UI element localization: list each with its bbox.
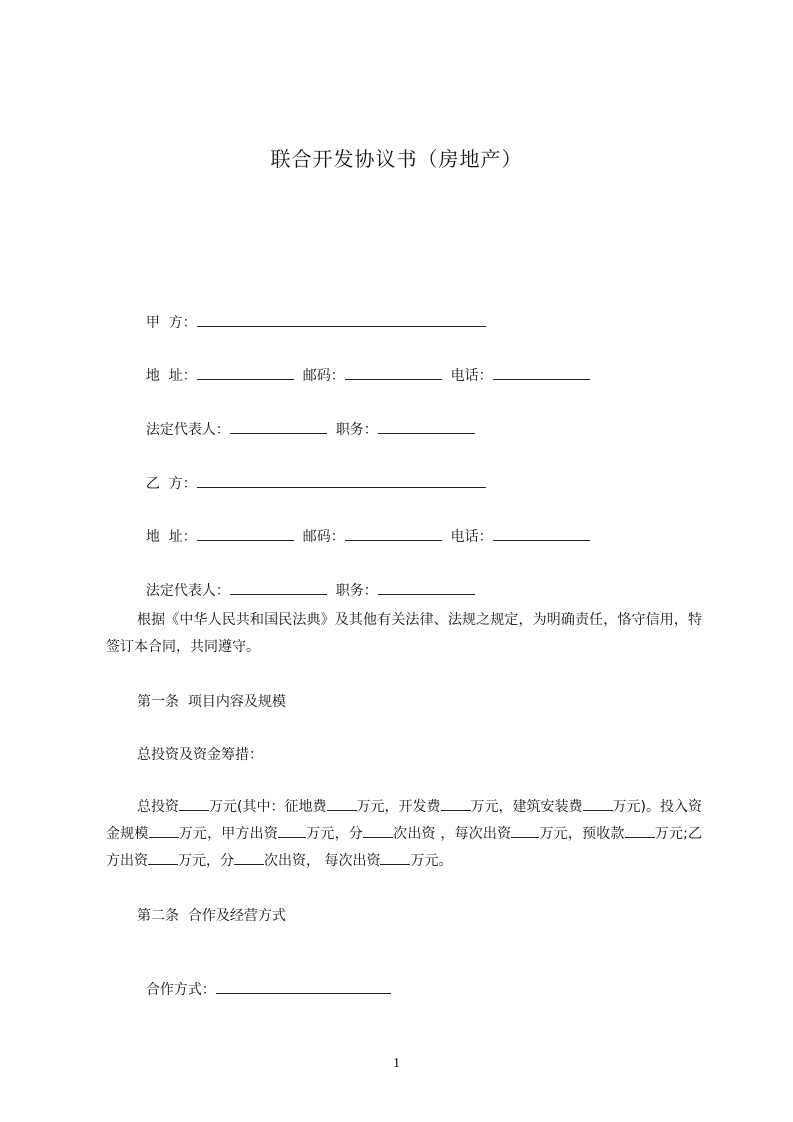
text-segment: 万元，预收款 <box>539 826 625 842</box>
cooperation-method-label: 合作方式： <box>145 982 216 998</box>
party-a-rep-label: 法定代表人： <box>145 422 230 438</box>
text-segment: 万元，分 <box>178 853 234 869</box>
article1-subheading: 总投资及资金筹措： <box>137 747 263 763</box>
text-segment: 万元，分 <box>306 826 363 842</box>
text-segment: 万元，建筑安装费 <box>470 799 583 815</box>
text-segment: 万元)。投入资金规模 <box>106 799 703 842</box>
party-b-rep-line <box>137 560 475 601</box>
party-b-address-blank[interactable] <box>197 526 294 541</box>
party-a-line <box>137 292 486 333</box>
party-b-rep-blank[interactable] <box>230 580 327 595</box>
party-a-rep-blank[interactable] <box>230 419 327 434</box>
party-b-position-label: 职务： <box>335 583 378 599</box>
text-segment: 万元(其中：征地费 <box>209 799 327 815</box>
article2-heading: 第二条 合作及经营方式 <box>137 908 286 924</box>
party-b-postcode-blank[interactable] <box>345 526 442 541</box>
party-b-phone-label: 电话： <box>450 529 493 545</box>
party-a-postcode-blank[interactable] <box>345 365 442 380</box>
text-segment: 万元，开发费 <box>356 799 441 815</box>
document-title: 联合开发协议书（房地产） <box>270 147 523 171</box>
party-a-phone-blank[interactable] <box>493 365 590 380</box>
party-a-contribution-blank[interactable] <box>278 823 306 838</box>
party-a-installments-blank[interactable] <box>363 823 393 838</box>
party-b-rep-label: 法定代表人： <box>145 583 230 599</box>
party-b-postcode-label: 邮码： <box>302 529 345 545</box>
article1-heading: 第一条 项目内容及规模 <box>137 694 286 710</box>
party-a-address-blank[interactable] <box>197 365 294 380</box>
party-b-position-blank[interactable] <box>378 580 475 595</box>
party-b-phone-blank[interactable] <box>493 526 590 541</box>
text-segment: 总投资 <box>137 799 180 815</box>
text-segment: 万元，甲方出资 <box>178 826 279 842</box>
text-segment: 次出资， 每次出资 <box>264 853 381 869</box>
prepayment-blank[interactable] <box>625 823 655 838</box>
party-b-each-blank[interactable] <box>380 850 410 865</box>
dev-fee-blank[interactable] <box>441 796 471 811</box>
party-a-position-label: 职务： <box>335 422 378 438</box>
text-segment: 次出资 ，每次出资 <box>392 826 512 842</box>
party-b-installments-blank[interactable] <box>234 850 264 865</box>
party-a-address-line <box>137 345 590 386</box>
land-fee-blank[interactable] <box>327 796 357 811</box>
party-a-position-blank[interactable] <box>378 419 475 434</box>
party-a-rep-line <box>137 399 475 440</box>
party-b-line <box>137 453 486 494</box>
party-b-address-label: 地 址： <box>145 529 197 545</box>
party-a-blank[interactable] <box>197 312 486 327</box>
construction-fee-blank[interactable] <box>583 796 613 811</box>
text-segment: 万元;乙方出资 <box>106 826 703 869</box>
party-a-each-blank[interactable] <box>511 823 539 838</box>
text-segment: 万元。 <box>410 853 453 869</box>
party-a-address-label: 地 址： <box>145 368 197 384</box>
party-b-blank[interactable] <box>197 473 486 488</box>
party-b-address-line <box>137 506 590 547</box>
party-b-contribution-blank[interactable] <box>148 850 178 865</box>
total-investment-blank[interactable] <box>179 796 209 811</box>
investment-paragraph <box>106 794 702 875</box>
party-a-postcode-label: 邮码： <box>302 368 345 384</box>
party-a-label: 甲 方： <box>145 315 197 331</box>
party-a-phone-label: 电话： <box>450 368 493 384</box>
fund-scale-blank[interactable] <box>149 823 179 838</box>
preamble-paragraph: 根据《中华人民共和国民法典》及其他有关法律、法规之规定，为明确责任，恪守信用，特签订本合同，共同遵守。 <box>106 612 702 655</box>
page-number: 1 <box>393 1056 400 1071</box>
party-b-label: 乙 方： <box>145 476 197 492</box>
cooperation-method-line <box>137 959 391 1000</box>
cooperation-method-blank[interactable] <box>216 979 391 994</box>
